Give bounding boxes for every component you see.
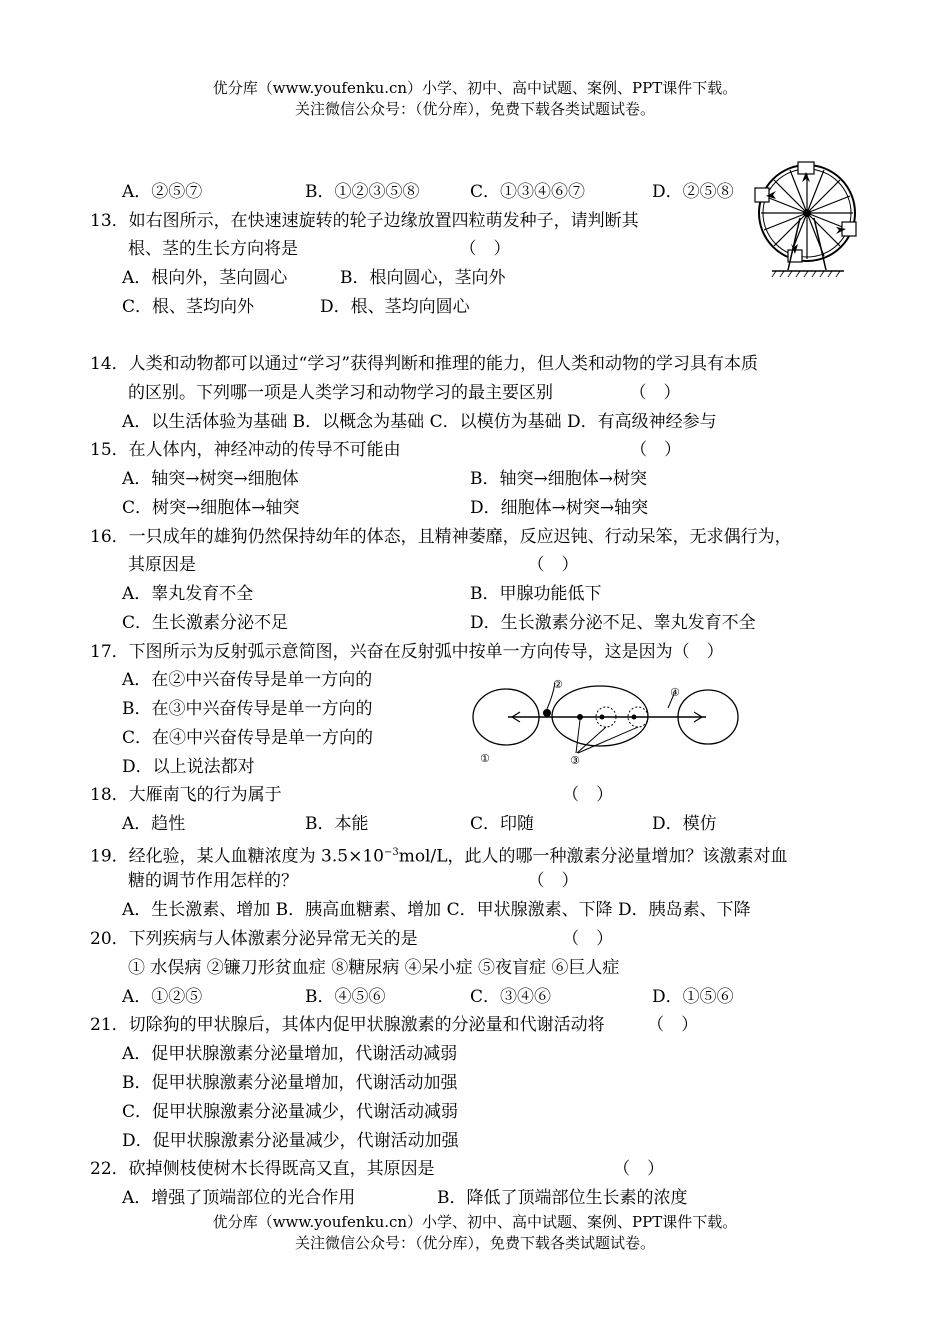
q21-stem: 21．切除狗的甲状腺后，其体内促甲状腺激素的分泌量和代谢活动将 （ ）: [90, 1015, 699, 1035]
q14-stem-line-2: 的区别。下列哪一项是人类学习和动物学习的最主要区别 （ ）: [128, 383, 681, 403]
q15-option-b: B．轴突→细胞体→树突: [470, 469, 647, 489]
q19-stem-line-2: 糖的调节作用怎样的？ （ ）: [128, 871, 579, 891]
label-2: ②: [553, 678, 563, 691]
q16-option-d: D．生长激素分泌不足、睾丸发育不全: [470, 613, 756, 633]
q19-exponent: −3: [383, 847, 399, 858]
q20-option-a: A．①②⑤: [122, 987, 203, 1007]
footer-line-2: 关注微信公众号：（优分库），免费下载各类试题试卷。: [294, 1234, 655, 1252]
q21-option-a: A．促甲状腺激素分泌量增加，代谢活动减弱: [122, 1044, 458, 1064]
q18-option-c: C．印随: [470, 814, 535, 834]
q16-stem-line-2: 其原因是 （ ）: [128, 555, 579, 575]
q13-stem-line-2: 根、茎的生长方向将是 （ ）: [128, 239, 511, 259]
q14-options: A．以生活体验为基础 B．以概念为基础 C．以模仿为基础 D．有高级神经参与: [122, 412, 717, 432]
q19-stem-part-a: 19．经化验，某人血糖浓度为 3.5×10: [90, 846, 384, 867]
q12-option-a: A．②⑤⑦: [122, 182, 203, 202]
q17-option-b: B．在③中兴奋传导是单一方向的: [122, 699, 373, 719]
q20-option-d: D．①⑤⑥: [652, 987, 734, 1007]
q17-option-a: A．在②中兴奋传导是单一方向的: [122, 670, 373, 690]
label-3: ③: [570, 754, 580, 767]
q18-option-b: B．本能: [305, 814, 369, 834]
q18-stem: 18．大雁南飞的行为属于 （ ）: [90, 785, 614, 805]
q16-option-a: A．睾丸发育不全: [122, 584, 254, 604]
q15-option-c: C．树突→细胞体→轴突: [122, 498, 300, 518]
q22-option-a: A．增强了顶端部位的光合作用: [122, 1188, 356, 1208]
q15-option-d: D．细胞体→树突→轴突: [470, 498, 649, 518]
label-4: ④: [670, 686, 680, 699]
header-line-1: 优分库（www.youfenku.cn）小学、初中、高中试题、案例、PPT课件下载。: [212, 79, 738, 97]
q17-option-d: D．以上说法都对: [122, 757, 255, 777]
q14-stem-line-1: 14．人类和动物都可以通过“学习”获得判断和推理的能力，但人类和动物的学习具有本质: [90, 354, 759, 374]
q13-option-c: C．根、茎均向外: [122, 297, 255, 317]
q13-option-b: B．根向圆心，茎向外: [340, 268, 506, 288]
q15-option-a: A．轴突→树突→细胞体: [122, 469, 299, 489]
q13-stem-line-1: 13．如右图所示，在快速速旋转的轮子边缘放置四粒萌发种子，请判断其: [90, 211, 639, 231]
q12-option-b: B．①②③⑤⑧: [305, 182, 420, 202]
q12-option-c: C．①③④⑥⑦: [470, 182, 586, 202]
q21-option-b: B．促甲状腺激素分泌量增加，代谢活动加强: [122, 1073, 458, 1093]
label-1: ①: [480, 752, 490, 765]
q22-option-b: B．降低了顶端部位生长素的浓度: [437, 1188, 688, 1208]
q20-items: ① 水俣病 ②镰刀形贫血症 ⑧糖尿病 ④呆小症 ⑤夜盲症 ⑥巨人症: [128, 958, 620, 978]
q16-option-b: B．甲腺功能低下: [470, 584, 602, 604]
reflex-arc-figure: [468, 672, 748, 772]
q19-stem-line-1: [90, 841, 788, 869]
q13-option-a: A．根向外，茎向圆心: [122, 268, 288, 288]
q18-option-a: A．趋性: [122, 814, 186, 834]
q22-stem: 22．砍掉侧枝使树木长得既高又直，其原因是 （ ）: [90, 1159, 665, 1179]
q20-option-b: B．④⑤⑥: [305, 987, 386, 1007]
header-line-2: 关注微信公众号：（优分库），免费下载各类试题试卷。: [294, 100, 655, 118]
q13-option-d: D．根、茎均向圆心: [320, 297, 470, 317]
q21-option-c: C．促甲状腺激素分泌量减少，代谢活动减弱: [122, 1102, 459, 1122]
q17-stem: 17．下图所示为反射弧示意简图，兴奋在反射弧中按单一方向传导，这是因为（ ）: [90, 642, 724, 662]
q18-option-d: D．模仿: [652, 814, 717, 834]
q20-option-c: C．③④⑥: [470, 987, 552, 1007]
q17-option-c: C．在④中兴奋传导是单一方向的: [122, 728, 374, 748]
footer-line-1: 优分库（www.youfenku.cn）小学、初中、高中试题、案例、PPT课件下载。: [212, 1213, 738, 1231]
q19-stem-part-b: mol/L，此人的哪一种激素分泌量增加？该激素对血: [398, 846, 788, 867]
rotating-wheel-figure: [752, 158, 862, 283]
q21-option-d: D．促甲状腺激素分泌量减少，代谢活动加强: [122, 1131, 459, 1151]
q12-option-d: D．②⑤⑧: [652, 182, 734, 202]
q19-options: A．生长激素、增加 B．胰高血糖素、增加 C．甲状腺激素、下降 D．胰岛素、下降: [122, 900, 751, 920]
q20-stem: 20．下列疾病与人体激素分泌异常无关的是 （ ）: [90, 929, 614, 949]
q16-stem-line-1: 16．一只成年的雄狗仍然保持幼年的体态，且精神萎靡，反应迟钝、行动呆笨，无求偶行为，: [90, 527, 792, 547]
q16-option-c: C．生长激素分泌不足: [122, 613, 289, 633]
q15-stem: 15．在人体内，神经冲动的传导不可能由 （ ）: [90, 440, 682, 460]
